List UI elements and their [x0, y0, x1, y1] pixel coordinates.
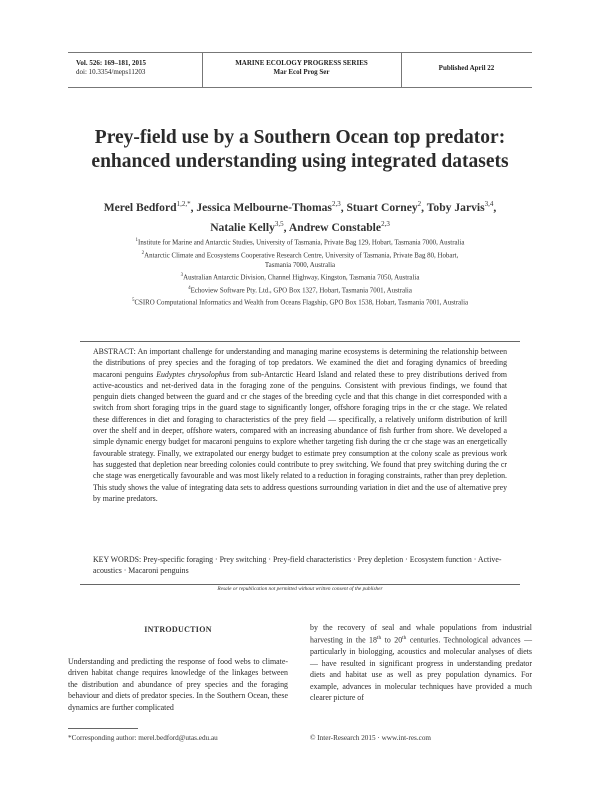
keywords-label: KEY WORDS:	[93, 555, 142, 564]
intro-left-column: Understanding and predicting the response of food webs to climate-driven habitat change requires knowledge of the linkages between the distribution and abundance of prey species and the foraging behaviour and diets of predator species. In the Southern Ocean, these dynamics are further complicated	[68, 657, 288, 712]
journal-name: MARINE ECOLOGY PROGRESS SERIES	[235, 59, 368, 67]
author-name: Andrew Constable	[288, 220, 382, 234]
keywords	[93, 554, 507, 577]
author-line-2: Natalie Kelly$^{3,5}$, Andrew Constable$^{2,3}$	[210, 219, 390, 234]
header-volume-cell	[68, 53, 203, 87]
author-affiliation-sup: 2,3	[381, 219, 390, 228]
copyright-notice: © Inter-Research 2015 · www.int-res.com	[310, 734, 432, 742]
abstract	[93, 346, 507, 504]
section-heading: INTRODUCTION	[144, 625, 212, 634]
author-affiliation-sup: 1,2,*	[176, 200, 191, 208]
keywords-text: Prey-specific foraging · Prey switching · Prey-field characteristics · Prey depletion · Ecosystem function · Active-acoustics · Macaroni penguins	[93, 555, 502, 576]
affiliation-item: $^4$Echoview Software Pty. Ltd., GPO Box 1327, Hobart, Tasmania 7001, Australia	[188, 285, 412, 294]
volume-text: Vol. 526: 169–181, 2015	[76, 59, 146, 67]
affiliation-item: $^5$CSIRO Computational Informatics and Wealth from Oceans Flagship, GPO Box 1538, Hobart, Tasmania 7001, Australia	[131, 298, 469, 307]
author-affiliation-sup: 2,3	[331, 200, 341, 208]
abstract-text-2: from sub-Antarctic Heard Island and related these to prey distributions derived from active-acoustics and net-derived data in the foraging zone of the penguins. Consistent with previous findings, we found that penguin diets changed between the guard and cr che stages of the breeding cycle and that this change in diet corresponded with a switch from short foraging trips in the guard stage to significantly longer, offshore foraging trips in the cr che stage. We related these differences in diet and foraging to characteristics of the prey field — specifically, a relatively uniform distribution of krill over the shelf and in deeper, offshore waters, compared with an increasing abundance of fish further from shore. We developed a simple dynamic energy budget for macaroni penguins to explore whether targeting fish during the cr che stage was an energetically favourable strategy. Finally, we extrapolated our energy budget to estimate prey consumption at the colony scale as previous work has suggested that depletion near breeding colonies could contribute to prey switching. We found that prey switching during the cr che stage was energetically favourable and was most likely related to a reduction in foraging constraints, rather than prey depletion. This study shows the value of integrating data sets to address questions surrounding variation in diet and the use of alternative prey by marine predators.	[93, 369, 507, 503]
author-affiliation-sup: 3,4	[484, 200, 494, 208]
affiliation-item: $^1$Institute for Marine and Antarctic Studies, University of Tasmania, Private Bag 129, Hobart, Tasmania 7000, Australia	[135, 238, 465, 247]
title-line-2: enhanced understanding using integrated datasets	[91, 151, 509, 172]
author-affiliation-sup: 2	[417, 200, 422, 208]
abstract-text-1: An important challenge for understanding and managing marine ecosystems is determining the relationship between the distributions of prey species and the foraging of top predators. We examined the diet and foraging dynamics of breeding macaroni penguins	[93, 347, 507, 379]
header-published-cell	[401, 53, 532, 87]
intro-right-column: by the recovery of seal and whale populations from industrial harvesting in the 18th to 20th centuries. Technological advances — particularly in biologging, acoustics and molecular analyses of diets — have resulted in significant progress in understanding predator diets and habitat use as well as prey population dynamics. For example, advances in molecular techniques have provided a much clearer picture of	[310, 623, 532, 703]
affiliations	[30, 236, 570, 309]
journal-header	[68, 52, 532, 88]
affiliation-item: $^2$Antarctic Climate and Ecosystems Cooperative Research Centre, University of Tasmania, Private Bag 80, Hobart,	[141, 250, 459, 259]
author-name: Natalie Kelly	[210, 220, 275, 234]
abstract-label: ABSTRACT:	[93, 347, 136, 356]
author-affiliation-sup: 3,5	[274, 219, 284, 228]
footnote-rule	[68, 728, 138, 729]
author-name: Merel Bedford	[103, 200, 177, 214]
published-date: Published April 22	[438, 64, 495, 72]
corresponding-author-footnote: *Corresponding author: merel.bedford@utas.edu.au	[68, 734, 218, 742]
header-journal-cell	[202, 53, 402, 87]
resale-notice: Resale or republication not permitted without written consent of the publisher	[217, 586, 383, 592]
author-name: Jessica Melbourne-Thomas	[196, 200, 332, 214]
title-line-1: Prey-field use by a Southern Ocean top predator:	[94, 127, 506, 148]
author-name: Stuart Corney	[346, 200, 418, 214]
author-name: Toby Jarvis	[426, 200, 485, 214]
journal-abbrev: Mar Ecol Prog Ser	[273, 68, 330, 76]
doi-text: doi: 10.3354/meps11203	[76, 68, 146, 76]
article-title	[40, 126, 560, 174]
author-line-1: Merel Bedford$^{1,2,*}$, Jessica Melbourne-Thomas$^{2,3}$, Stuart Corney$^2$, Toby Jarvis$^{3,4}$,	[103, 200, 497, 214]
author-list	[40, 196, 560, 236]
affiliation-item: $^3$Australian Antarctic Division, Channel Highway, Kingston, Tasmania 7050, Australia	[180, 273, 420, 282]
species-name: Eudyptes chrysolophus	[156, 369, 230, 379]
affiliation-item: Tasmania 7000, Australia	[264, 262, 336, 269]
